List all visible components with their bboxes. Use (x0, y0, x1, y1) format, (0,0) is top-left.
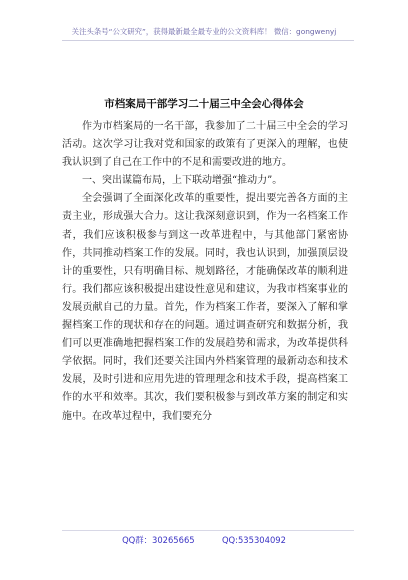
header-divider (62, 40, 354, 41)
footer-contact (0, 534, 408, 546)
paragraph-heading-one: 一、突出谋篇布局，上下联动增强“推动力”。 (82, 175, 283, 187)
header-notice: 关注头条号“公文研究”，获得最新最全最专业的公文资料库！ 微信：gongwenyj (71, 27, 337, 36)
document-body (62, 118, 348, 426)
document-title: 市档案局干部学习二十届三中全会心得体会 (104, 98, 304, 110)
paragraph-intro: 作为市档案局的一名干部，我参加了二十届三中全会的学习活动。这次学习让我对党和国家的政策有了更深入的理解，也使我认识到了自己在工作中的不足和需要改进的地方。 (62, 121, 348, 169)
footer-divider (62, 530, 354, 531)
paragraph-body: 全会强调了全面深化改革的重要性，提出要完善各方面的主责主业，形成强大合力。这让我深刻意识到，作为一名档案工作者，我们应该积极参与到这一改革进程中，与其他部门紧密协作，共同推动档案工作的发展。同时，我也认识到，加强顶层设计的重要性，只有明确目标、规划路径，才能确保改革的顺利进行。我们都应该积极提出建设性意见和建议，为我市档案事业的发展贡献自己的力量。首先，作为档案工作者，要深入了解和掌握档案工作的现状和存在的问题。通过调查研究和数据分析，我们可以更准确地把握档案工作的发展趋势和需求，为改革提供科学依据。同时，我们还要关注国内外档案管理的最新动态和技术发展，及时引进和应用先进的管理理念和技术手段，提高档案工作的水平和效率。其次，我们要积极参与到改革方案的制定和实施中。在改革过程中，我们要充分 (62, 193, 348, 422)
footer-qq: QQ:535304092 (221, 535, 286, 545)
footer-qq-group: QQ群：30265665 (122, 535, 195, 545)
